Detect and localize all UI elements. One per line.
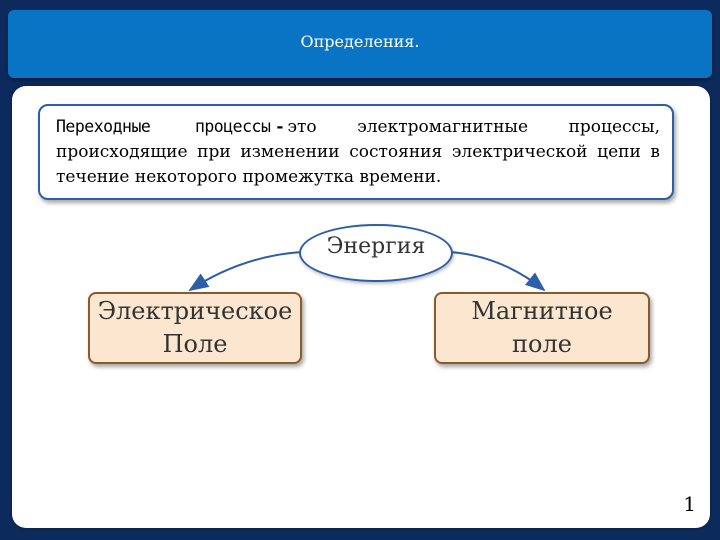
definition-term: Переходные процессы: [56, 117, 271, 136]
arrow-to-electric-field: [190, 252, 302, 290]
definition-dash: -: [276, 117, 284, 137]
arrow-to-magnetic-field: [450, 252, 544, 290]
definition-text: это электромагнитные процессы, происходящие при изменении состояния электрической цепи в течение некоторого промежутка времени.: [56, 117, 660, 187]
page-number: 1: [683, 492, 696, 516]
header-bar: [8, 10, 712, 78]
magnetic-field-node: Магнитное поле: [434, 292, 650, 364]
slide-title: Определения.: [300, 32, 420, 51]
electric-field-node: Электрическое Поле: [88, 292, 302, 364]
content-panel: [12, 86, 710, 528]
energy-node: Энергия: [299, 224, 453, 282]
